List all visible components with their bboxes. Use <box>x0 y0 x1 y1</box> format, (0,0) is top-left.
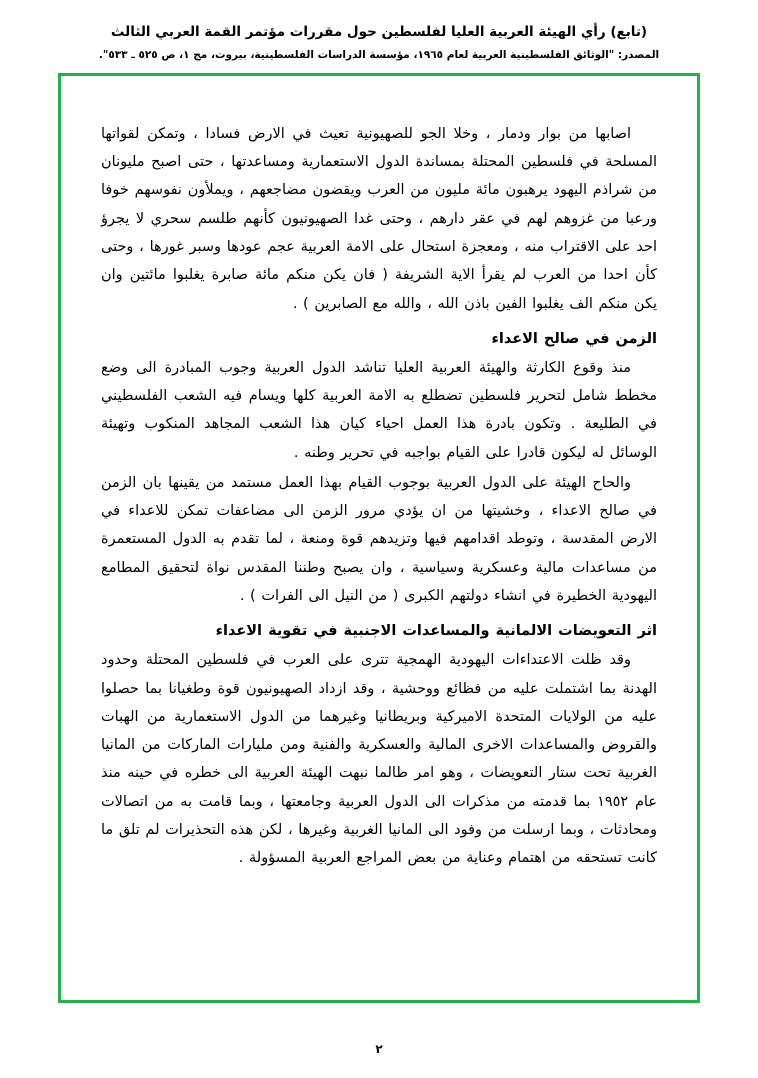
paragraph: والحاح الهيئة على الدول العربية بوجوب القيام بهذا العمل مستمد من يقينها بان الزمن في صالح الاعداء ، وخشيتها من ان يؤدي مرور الزمن الى مضاعفات تمكن للاعداء في الارض المقدسة ، وتوطد اقدامهم فيها وتزيدهم قوة ومنعة ، لما تقدم به الدول المستعمرة من مساعدات مالية وعسكرية وسياسية ، وان يصبح وطننا المقدس نواة لتحقيق المطامع اليهودية الخطيرة في انشاء دولتهم الكبرى ( من النيل الى الفرات ) . <box>101 474 657 605</box>
document-header <box>34 22 724 63</box>
section-heading: اثر التعويضات الالمانية والمساعدات الاجنبية في تقوية الاعداء <box>215 623 657 640</box>
section-heading: الزمن في صالح الاعداء <box>491 330 657 347</box>
source-citation: المصدر: "الوثائق الفلسطينية العربية لعام ١٩٦٥، مؤسسة الدراسات الفلسطينية، بيروت، مج ١، ص ٥٢٥ ـ ٥٣٣". <box>98 49 660 62</box>
body-text <box>101 120 657 873</box>
paragraph: اصابها من بوار ودمار ، وخلا الجو للصهيونية تعيث في الارض فسادا ، وتمكن لقواتها المسلحة في فلسطين المحتلة بمساندة الدول الاستعمارية ومساعدتها ، حتى اصبح مليونان من شراذم اليهود يرهبون مائة مليون من العرب ويقضون مضاجعهم ، ويملأون نفوسهم خوفا ورعبا من غزوهم لهم في عقر دارهم ، وحتى غدا الصهيونيون كأنهم طلسم سحري لا يجرؤ احد على الاقتراب منه ، ومعجزة استحال على الامة العربية عجم عودها وسبر غورها ، وحتى كأن احدا من العرب لم يقرأ الاية الشريفة ( فان يكن منكم مائة صابرة يغلبوا مائتين وان يكن منكم الف يغلبوا الفين باذن الله ، والله مع الصابرين ) . <box>101 125 657 312</box>
paragraph: وقد ظلت الاعتداءات اليهودية الهمجية تترى على العرب في فلسطين المحتلة وحدود الهدنة بما اشتملت عليه من فظائع ووحشية ، وقد ازداد الصهيونيون قوة وطغيانا بما حصلوا عليه من الولايات المتحدة الاميركية وبريطانيا وغيرهما من الدول الاستعمارية من الهبات والقروض والمساعدات الاخرى المالية والعسكرية والفنية ومن مليارات الماركات من المانيا الغربية تحت ستار التعويضات ، وهو امر طالما نبهت الهيئة العربية الى خطره في حينه منذ عام ١٩٥٢ بما قدمته من مذكرات الى الدول العربية وجامعتها ، وبما قامت به من اتصالات ومحادثات ، وبما ارسلت من وفود الى المانيا الغربية وغيرها ، لكن هذه التحذيرات لم تلق ما كانت تستحقه من اهتمام وعناية من بعض المراجع العربية المسؤولة . <box>101 652 657 867</box>
paragraph: منذ وقوع الكارثة والهيئة العربية العليا تناشد الدول العربية وجوب المبادرة الى وضع مخطط شامل لتحرير فلسطين تضطلع به الامة العربية كلها ويسام فيه الشعب الفلسطيني في الطليعة . وتكون بادرة هذا العمل احياء كيان هذا الشعب المجاهد المنكوب وتهيئة الوسائل له ليكون قادرا على القيام بواجبه في تحرير وطنه . <box>101 359 657 461</box>
page-number: ٢ <box>375 1042 383 1056</box>
page-title: (تابع) رأي الهيئة العربية العليا لفلسطين حول مقررات مؤتمر القمة العربي الثالث <box>110 24 648 40</box>
content-frame <box>58 73 700 1003</box>
